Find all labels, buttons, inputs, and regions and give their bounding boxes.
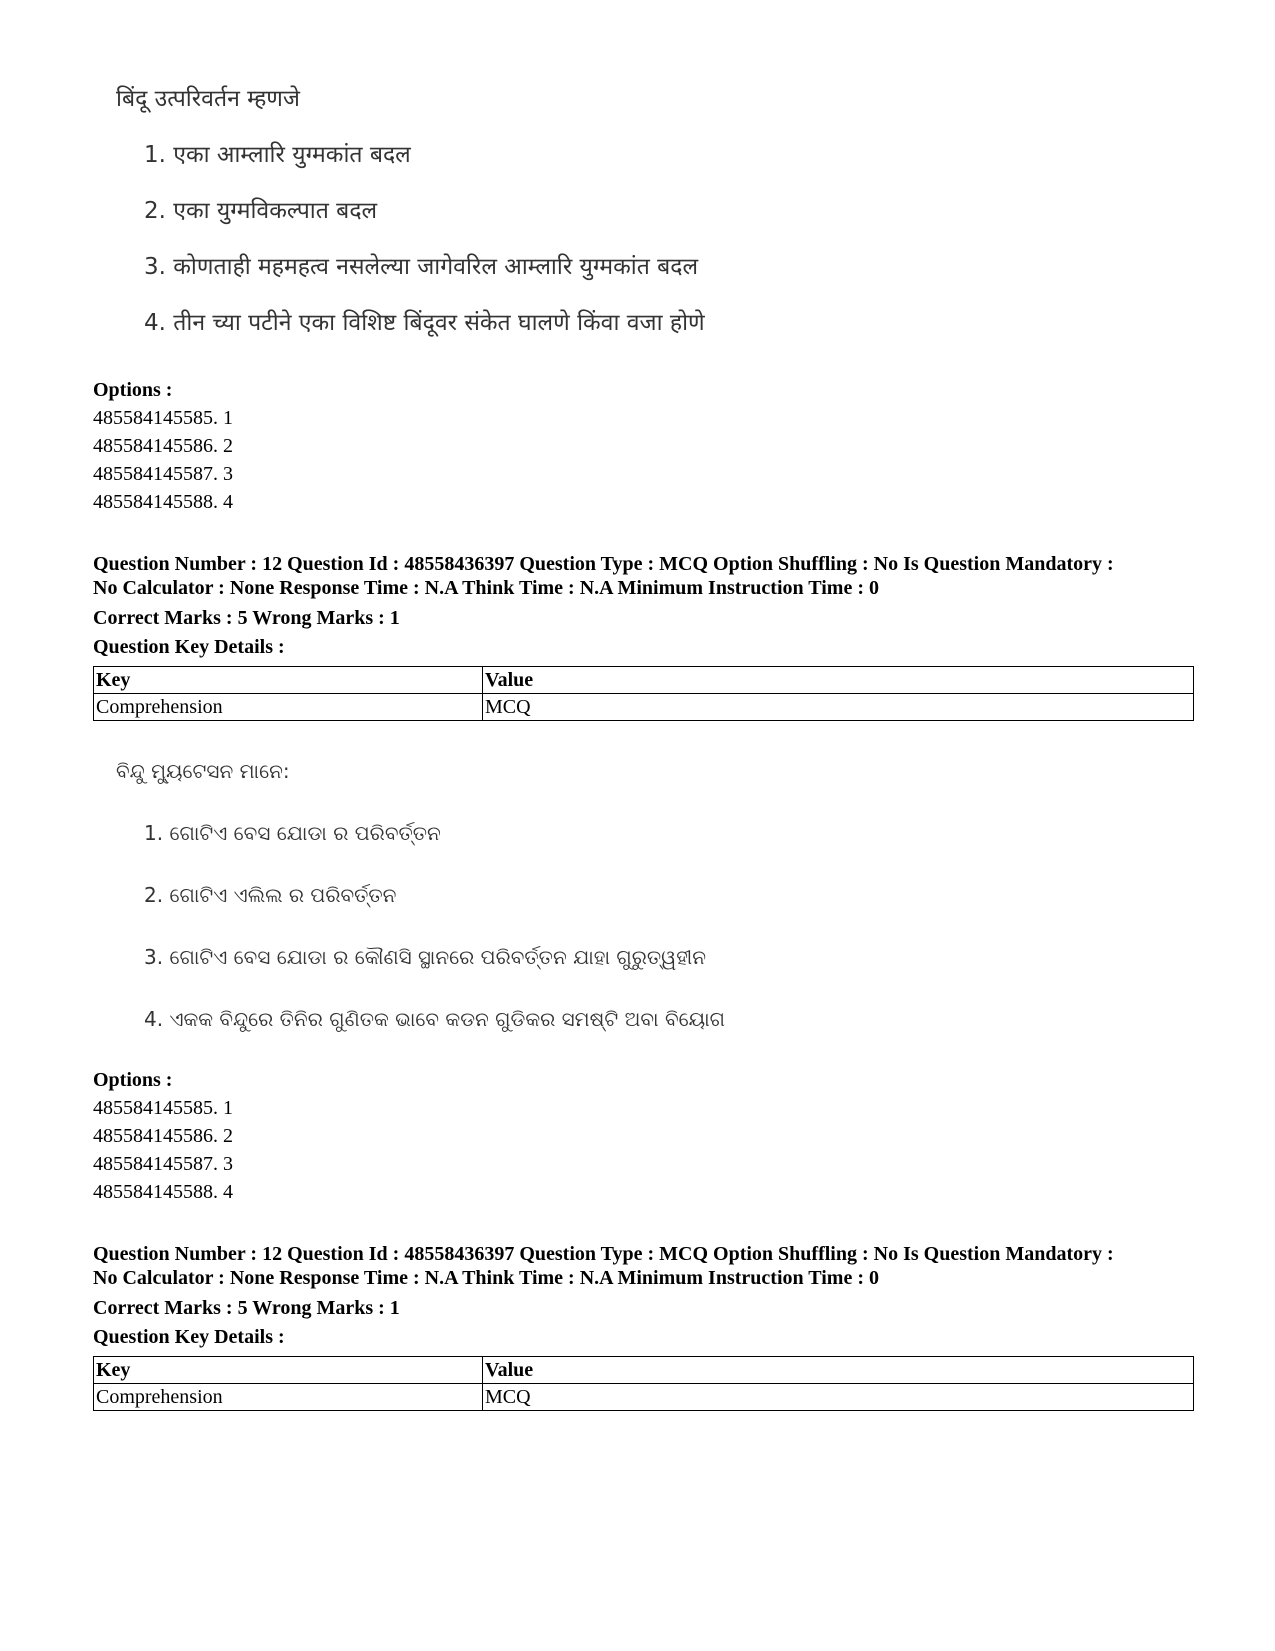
options-block-2	[93, 1066, 233, 1206]
table-cell: MCQ	[483, 1384, 1194, 1411]
option-2: 485584145586. 2	[93, 1125, 233, 1147]
question-item-4: 4. तीन च्या पटीने एका विशिष्ट बिंदूवर संकेत घालणे किंवा वजा होणे	[144, 310, 705, 336]
table-header-value: Value	[483, 667, 1194, 694]
question-item-2: 2. एका युग्मविकल्पात बदल	[144, 198, 378, 224]
option-2: 485584145586. 2	[93, 435, 233, 457]
option-3: 485584145587. 3	[93, 463, 233, 485]
key-details-table	[93, 1356, 1194, 1411]
table-row	[94, 1384, 1194, 1411]
question-meta-line2: No Calculator : None Response Time : N.A Think Time : N.A Minimum Instruction Time : 0	[93, 1267, 879, 1289]
question-item-1: 1. एका आम्लारि युग्मकांत बदल	[144, 142, 411, 168]
table-cell: MCQ	[483, 694, 1194, 721]
key-details-table	[93, 666, 1194, 721]
key-details-title: Question Key Details :	[93, 636, 285, 658]
options-block-1	[93, 376, 233, 516]
question-image-marathi	[112, 84, 752, 338]
question-meta	[93, 552, 1193, 600]
table-cell: Comprehension	[94, 1384, 483, 1411]
table-header-row	[94, 1357, 1194, 1384]
question-meta-line1: Question Number : 12 Question Id : 48558436397 Question Type : MCQ Option Shuffling : No Is Question Mandatory :	[93, 553, 1114, 575]
table-header-row	[94, 667, 1194, 694]
question-image-odia	[112, 756, 752, 1034]
key-details-title: Question Key Details :	[93, 1326, 285, 1348]
table-header-key: Key	[94, 1357, 483, 1384]
marks-line: Correct Marks : 5 Wrong Marks : 1	[93, 1297, 400, 1319]
question-stem: ବିନ୍ଦୁ ମ୍ୟୁଟେସନ ମାନେ:	[116, 759, 290, 783]
question-meta-line2: No Calculator : None Response Time : N.A Think Time : N.A Minimum Instruction Time : 0	[93, 577, 879, 599]
table-header-value: Value	[483, 1357, 1194, 1384]
question-item-3: 3. ଗୋଟିଏ ବେସ ଯୋଡା ର କୌଣସି ସ୍ଥାନରେ ପରିବର୍ତ୍ତନ ଯାହା ଗୁରୁତ୍ୱହୀନ	[144, 945, 707, 969]
option-3: 485584145587. 3	[93, 1153, 233, 1175]
table-cell: Comprehension	[94, 694, 483, 721]
question-meta	[93, 1242, 1193, 1290]
marks-line: Correct Marks : 5 Wrong Marks : 1	[93, 607, 400, 629]
option-1: 485584145585. 1	[93, 407, 233, 429]
question-item-1: 1. ଗୋଟିଏ ବେସ ଯୋଡା ର ପରିବର୍ତ୍ତନ	[144, 821, 441, 845]
option-1: 485584145585. 1	[93, 1097, 233, 1119]
option-4: 485584145588. 4	[93, 1181, 233, 1203]
question-meta-line1: Question Number : 12 Question Id : 48558436397 Question Type : MCQ Option Shuffling : No Is Question Mandatory :	[93, 1243, 1114, 1265]
table-header-key: Key	[94, 667, 483, 694]
question-item-4: 4. ଏକକ ବିନ୍ଦୁରେ ତିନିର ଗୁଣିତକ ଭାବେ କଡନ ଗୁଡିକର ସମଷ୍ଟି ଅବା ବିୟୋଗ	[144, 1007, 726, 1031]
option-4: 485584145588. 4	[93, 491, 233, 513]
table-row	[94, 694, 1194, 721]
question-item-2: 2. ଗୋଟିଏ ଏଲିଲ ର ପରିବର୍ତ୍ତନ	[144, 883, 397, 907]
question-item-3: 3. कोणताही महमहत्व नसलेल्या जागेवरिल आम्लारि युग्मकांत बदल	[144, 254, 699, 280]
options-title: Options :	[93, 379, 173, 401]
options-title: Options :	[93, 1069, 173, 1091]
question-stem: बिंदू उत्परिवर्तन म्हणजे	[116, 86, 300, 112]
